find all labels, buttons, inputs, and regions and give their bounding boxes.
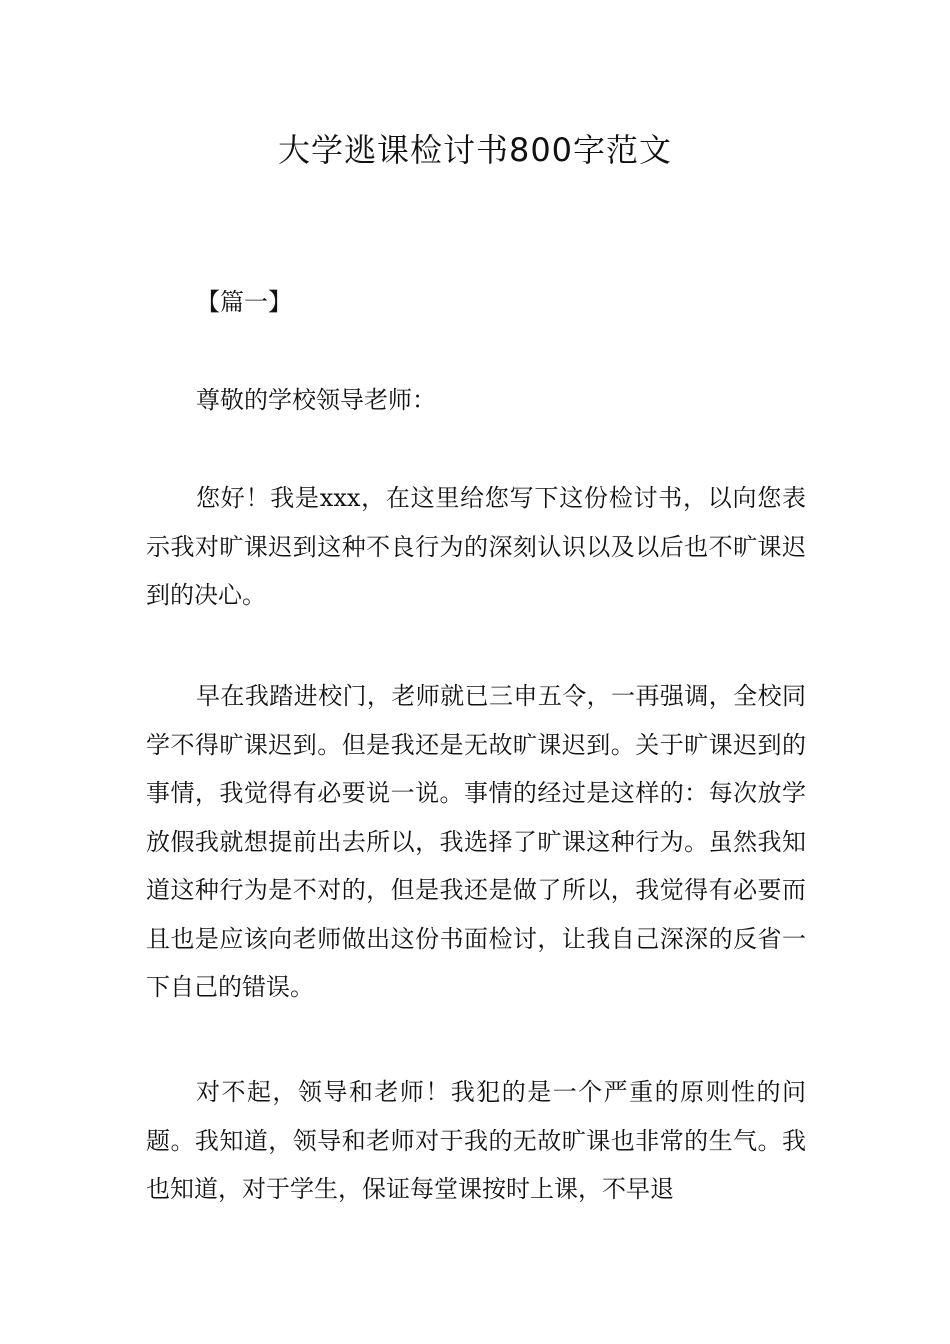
greeting-line: 尊敬的学校领导老师： [196,386,436,414]
paragraph-2: 早在我踏进校门，老师就已三申五令，一再强调，全校同学不得旷课迟到。但是我还是无故旷课迟到。关于旷课迟到的事情，我觉得有必要说一说。事情的经过是这样的：每次放学放假我就想提前出去所以，我选择了旷课这种行为。虽然我知道这种行为是不对的，但是我还是做了所以，我觉得有必要而且也是应该向老师做出这份书面检讨，让我自己深深的反省一下自己的错误。 [146,682,806,1001]
paragraph-1: 您好！我是xxx，在这里给您写下这份检讨书，以向您表示我对旷课迟到这种不良行为的深刻认识以及以后也不旷课迟到的决心。 [146,484,806,609]
section-label: 【篇一】 [196,288,292,316]
paragraph-3: 对不起，领导和老师！我犯的是一个严重的原则性的问题。我知道，领导和老师对于我的无故旷课也非常的生气。我也知道，对于学生，保证每堂课按时上课，不早退 [146,1078,806,1203]
document-title: 大学逃课检讨书800字范文 [277,131,673,169]
